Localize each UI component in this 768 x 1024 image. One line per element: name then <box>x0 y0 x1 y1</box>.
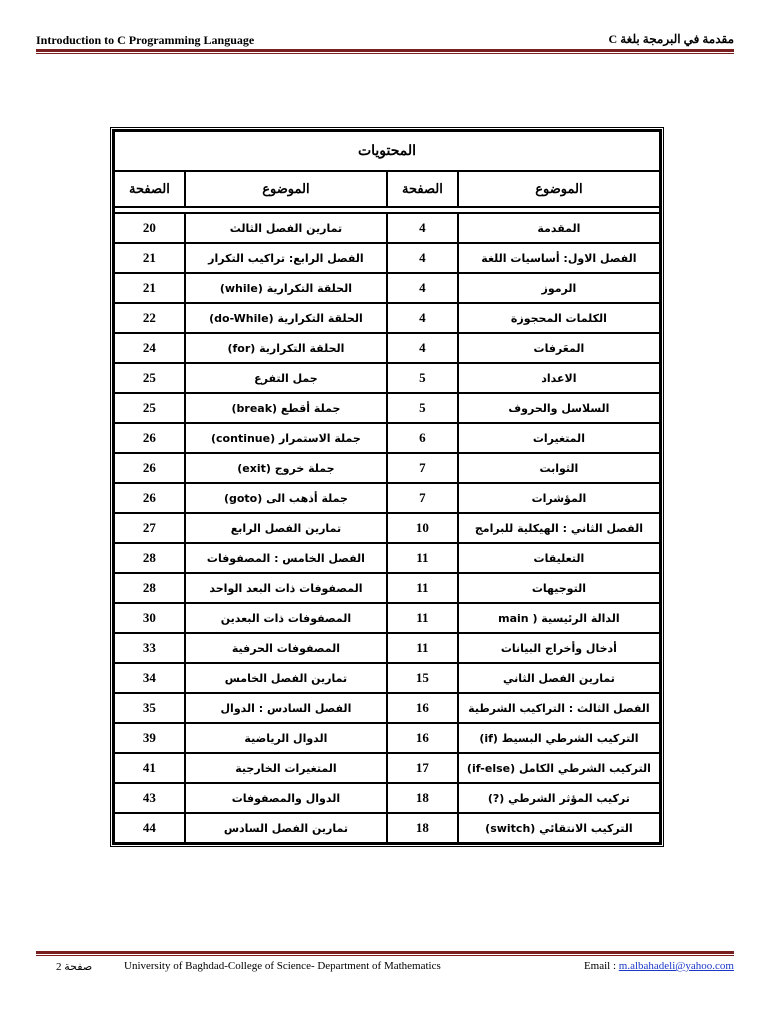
topic-cell: جملة أقطع (break) <box>185 393 387 423</box>
page-footer <box>36 960 734 980</box>
page-cell: 17 <box>387 753 458 783</box>
footer-rule-thin <box>36 955 734 956</box>
contents-table-frame <box>110 127 664 847</box>
topic-cell: الحلقة التكرارية (do-While) <box>185 303 387 333</box>
page-cell: 4 <box>387 303 458 333</box>
topic-cell: التركيب الانتقائي (switch) <box>458 813 660 843</box>
topic-cell: الاعداد <box>458 363 660 393</box>
page-cell: 7 <box>387 453 458 483</box>
topic-cell: الفصل الاول: أساسيات اللغة <box>458 243 660 273</box>
table-row <box>114 453 660 483</box>
table-row <box>114 783 660 813</box>
topic-cell: الفصل الرابع: تراكيب التكرار <box>185 243 387 273</box>
topic-cell: تمارين الفصل الثاني <box>458 663 660 693</box>
table-row <box>114 213 660 243</box>
topic-cell: جمل التفرع <box>185 363 387 393</box>
header-page-left: الصفحة <box>114 171 185 207</box>
table-row <box>114 363 660 393</box>
page-cell: 28 <box>114 543 185 573</box>
topic-cell: تركيب المؤثر الشرطي (?) <box>458 783 660 813</box>
topic-cell: التوجيهات <box>458 573 660 603</box>
table-row <box>114 633 660 663</box>
email-link[interactable]: m.albahadeli@yahoo.com <box>618 960 734 972</box>
table-row <box>114 543 660 573</box>
topic-cell: أدخال وأخراج البيانات <box>458 633 660 663</box>
topic-cell: تمارين الفصل الرابع <box>185 513 387 543</box>
table-row <box>114 423 660 453</box>
page-cell: 16 <box>387 693 458 723</box>
topic-cell: تمارين الفصل السادس <box>185 813 387 843</box>
header-title-en: Introduction to C Programming Language <box>36 33 255 47</box>
topic-cell: الدوال والمصفوفات <box>185 783 387 813</box>
topic-cell: المصفوفات ذات البعد الواحد <box>185 573 387 603</box>
table-row <box>114 513 660 543</box>
page-cell: 30 <box>114 603 185 633</box>
page-cell: 24 <box>114 333 185 363</box>
table-row <box>114 753 660 783</box>
topic-cell: المتغيرات <box>458 423 660 453</box>
topic-cell: المعَرفات <box>458 333 660 363</box>
page-cell: 26 <box>114 453 185 483</box>
page-cell: 21 <box>114 273 185 303</box>
topic-cell: المقدمة <box>458 213 660 243</box>
topic-cell: الفصل الخامس : المصفوفات <box>185 543 387 573</box>
topic-cell: الثوابت <box>458 453 660 483</box>
page-cell: 41 <box>114 753 185 783</box>
header-topic-left: الموضوع <box>185 171 387 207</box>
page-cell: 26 <box>114 483 185 513</box>
page-cell: 22 <box>114 303 185 333</box>
page-cell: 16 <box>387 723 458 753</box>
page-cell: 6 <box>387 423 458 453</box>
topic-cell: تمارين الفصل الخامس <box>185 663 387 693</box>
page-cell: 11 <box>387 573 458 603</box>
topic-cell: المتغيرات الخارجية <box>185 753 387 783</box>
table-row <box>114 723 660 753</box>
topic-cell: الفصل السادس : الدوال <box>185 693 387 723</box>
topic-cell: جملة خروج (exit) <box>185 453 387 483</box>
table-row <box>114 663 660 693</box>
topic-cell: الفصل الثالث : التراكيب الشرطية <box>458 693 660 723</box>
page-header <box>36 30 734 50</box>
table-row <box>114 243 660 273</box>
table-row <box>114 483 660 513</box>
topic-cell: الرموز <box>458 273 660 303</box>
page-cell: 26 <box>114 423 185 453</box>
page-number: صفحة 2 <box>56 961 93 973</box>
page-cell: 28 <box>114 573 185 603</box>
topic-cell: الدالة الرئيسية ( main <box>458 603 660 633</box>
page-cell: 44 <box>114 813 185 843</box>
topic-cell: التعليقات <box>458 543 660 573</box>
table-row <box>114 333 660 363</box>
email-label: Email : <box>583 960 617 972</box>
page-cell: 21 <box>114 243 185 273</box>
header-rule <box>36 49 734 52</box>
page-cell: 4 <box>387 333 458 363</box>
page-cell: 39 <box>114 723 185 753</box>
page-cell: 34 <box>114 663 185 693</box>
topic-cell: الدوال الرياضية <box>185 723 387 753</box>
page-cell: 11 <box>387 633 458 663</box>
topic-cell: المصفوفات الحرفية <box>185 633 387 663</box>
page-cell: 10 <box>387 513 458 543</box>
page-cell: 25 <box>114 363 185 393</box>
topic-cell: الفصل الثاني : الهيكلية للبرامج <box>458 513 660 543</box>
topic-cell: جملة أذهب الى (goto) <box>185 483 387 513</box>
topic-cell: الحلقة التكرارية (for) <box>185 333 387 363</box>
page-cell: 5 <box>387 363 458 393</box>
page-cell: 20 <box>114 213 185 243</box>
page-cell: 35 <box>114 693 185 723</box>
page-cell: 11 <box>387 603 458 633</box>
topic-cell: التركيب الشرطي الكامل (if-else) <box>458 753 660 783</box>
table-row <box>114 393 660 423</box>
page-cell: 4 <box>387 243 458 273</box>
header-page-right: الصفحة <box>387 171 458 207</box>
header-topic-right: الموضوع <box>458 171 660 207</box>
page-cell: 27 <box>114 513 185 543</box>
topic-cell: المؤشرات <box>458 483 660 513</box>
table-row <box>114 693 660 723</box>
table-row <box>114 303 660 333</box>
topic-cell: تمارين الفصل الثالث <box>185 213 387 243</box>
page-cell: 5 <box>387 393 458 423</box>
table-row <box>114 813 660 843</box>
page-cell: 15 <box>387 663 458 693</box>
contents-title: المحتويات <box>114 131 660 171</box>
page-cell: 7 <box>387 483 458 513</box>
header-title-ar: مقدمة في البرمجة بلغة C <box>608 32 734 46</box>
page-cell: 33 <box>114 633 185 663</box>
page-cell: 11 <box>387 543 458 573</box>
topic-cell: الحلقة التكرارية (while) <box>185 273 387 303</box>
page-cell: 4 <box>387 213 458 243</box>
page-cell: 4 <box>387 273 458 303</box>
contents-body <box>114 213 660 843</box>
contents-table <box>113 130 661 844</box>
page-cell: 18 <box>387 813 458 843</box>
table-row <box>114 573 660 603</box>
topic-cell: جملة الاستمرار (continue) <box>185 423 387 453</box>
table-row <box>114 603 660 633</box>
page-cell: 25 <box>114 393 185 423</box>
topic-cell: الكلمات المحجوزة <box>458 303 660 333</box>
table-row <box>114 273 660 303</box>
university-name: University of Baghdad-College of Science- Department of Mathematics <box>124 960 441 972</box>
email-block <box>584 960 734 972</box>
footer-rule <box>36 951 734 954</box>
topic-cell: المصفوفات ذات البعدين <box>185 603 387 633</box>
topic-cell: التركيب الشرطي البسيط (if) <box>458 723 660 753</box>
page-cell: 43 <box>114 783 185 813</box>
topic-cell: السلاسل والحروف <box>458 393 660 423</box>
page-cell: 18 <box>387 783 458 813</box>
header-rule-thin <box>36 53 734 54</box>
